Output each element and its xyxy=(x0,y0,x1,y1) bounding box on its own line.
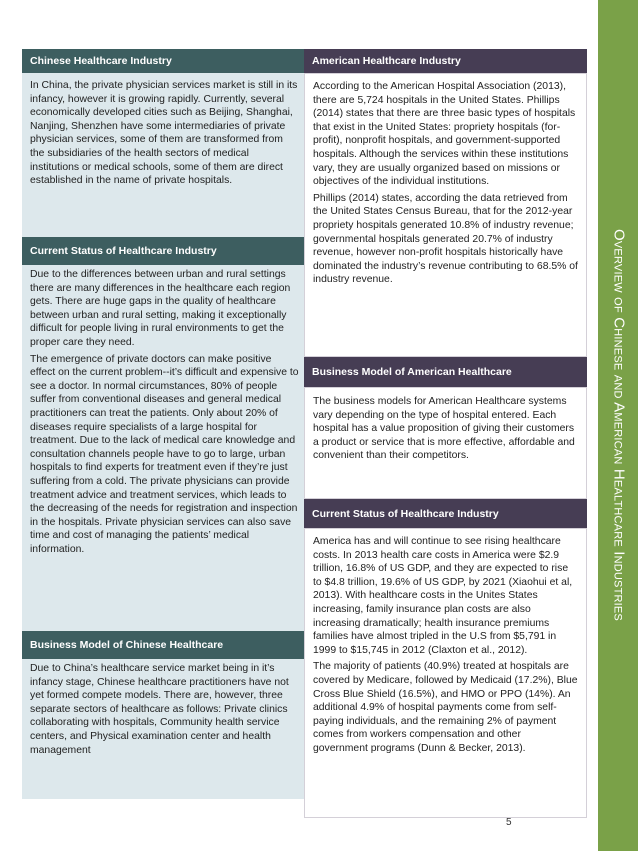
right-column xyxy=(304,49,587,818)
section-heading: Chinese Healthcare Industry xyxy=(22,49,307,73)
paragraph: In China, the private physician services market is still in its infancy, however it is growing rapidly. Currently, several economically developed cities such as Beijing, Shanghai, Nanjing, Shenzhen have some intermediaries of private physician services, some of them are transformed from the subsidiaries of the health sectors of medical institutions or medical schools, some of them are direct established in the name of private hospitals. xyxy=(30,80,298,187)
section-body xyxy=(22,265,307,631)
paragraph: The majority of patients (40.9%) treated at hospitals are covered by Medicare, followed by Medicaid (17.2%), Blue Cross Blue Shield (16.5%), and HMO or PPO (14%). An additional 4.9% of hospital payments come from self-paying individuals, and the remaining 2% of payment comes from workers compensation and other government programs (Dunn & Becker, 2013). xyxy=(313,661,578,754)
section-heading: American Healthcare Industry xyxy=(304,49,587,73)
paragraph: The business models for American Healthcare systems vary depending on the type of hospital entered. Each hospital has a value proposition of giving their customers a product or service that is more effective, affordable and convenient than their competitors. xyxy=(313,396,575,462)
left-column xyxy=(22,49,307,799)
paragraph: Due to China’s healthcare service market being in it’s infancy stage, Chinese healthcare practitioners have not yet formed compete models. There are, however, three separate sectors of healthcare as follows: Private clinics collaborating with hospitals, Community health service centers, and Physical examination center and health management xyxy=(30,663,289,756)
section-body xyxy=(304,528,587,818)
section-body xyxy=(22,659,307,799)
section-body xyxy=(304,387,587,499)
section-body xyxy=(304,73,587,357)
paragraph: The emergence of private doctors can make positive effect on the current problem--it’s difficult and expensive to see a doctor. In normal circumstances, 80% of people suffer from conventional diseases and general medical practitioners can treat the patients. Only about 20% of diseases require specialists of a large hospital for treatment. Due to the lack of medical care knowledge and consultation channels people have to go to large, urban hospitals to find experts for treatment even if they’re just suffering from a cold. The private physicians can provide treatment advice and treatment services, which leads to the decreasing of the needs for registration and inspection in the hospitals. Private physician services can also save time and cost of managing the patients’ medical information. xyxy=(30,353,299,555)
section-heading: Current Status of Healthcare Industry xyxy=(304,499,587,528)
section-heading: Business Model of American Healthcare xyxy=(304,357,587,387)
paragraph: According to the American Hospital Association (2013), there are 5,724 hospitals in the United States. Phillips (2014) states that there are three basic types of hospitals that exist in the United States: propriety hospitals (for-profit), nonprofit hospitals, and government-supported hospitals. Although the services within these institutions vary, they are usually organized based on missions or objectives of the individual institutions. xyxy=(313,81,576,188)
paragraph: Due to the differences between urban and rural settings there are many differences in the healthcare each region gets. There are huge gaps in the quality of healthcare between urban and rural setting, making it exceptionally difficult for people living in rural environments to get the proper care they need. xyxy=(30,269,291,348)
section-body xyxy=(22,73,307,237)
page-number: 5 xyxy=(506,817,512,828)
sidebar-title: Overview of Chinese and American Healthcare Industries xyxy=(610,229,628,621)
paragraph: America has and will continue to see rising healthcare costs. In 2013 health care costs in America were $2.9 trillion, 16.8% of US GDP, and they are expected to rise to $4.8 trillion, 19.6% of US GDP, by 2021 (Xiaohui et al, 2013). With healthcare costs in the Unites States increasing, family insurance plan costs are also increasing dramatically; health insurance premiums families have almost tripled in the U.S from $5,791 in 1999 to $15,745 in 2012 (Claxton et al., 2012). xyxy=(313,536,573,656)
section-heading: Current Status of Healthcare Industry xyxy=(22,237,307,265)
paragraph: Phillips (2014) states, according the data retrieved from the United States Census Bureau, that for the 2012-year propriety hospitals generated 10.8% of industry revenue; governmental hospitals generated 20.7% of industry revenue, however non-profit hospitals historically have dominated the industry’s revenue contributing to 68.5% of industry revenue. xyxy=(313,192,578,286)
section-heading: Business Model of Chinese Healthcare xyxy=(22,631,307,659)
